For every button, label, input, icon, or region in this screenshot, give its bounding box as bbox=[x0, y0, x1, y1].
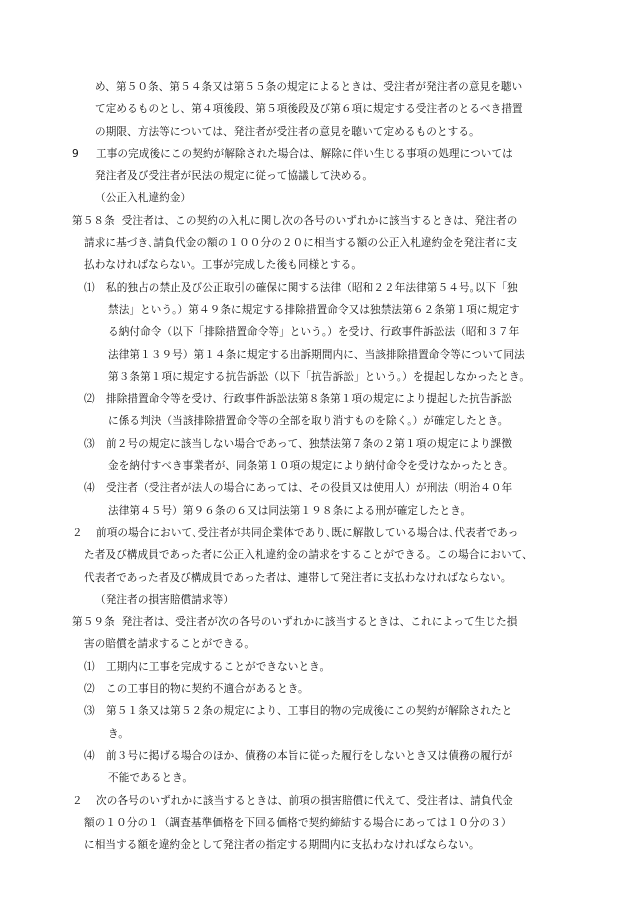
document-body bbox=[0, 76, 630, 856]
text-line: て定めるものとし、第４項後段、第５項後段及び第６項に規定する受注者のとるべき措置 bbox=[95, 103, 523, 116]
list-item bbox=[0, 656, 630, 678]
list-item bbox=[0, 433, 630, 455]
item-number: ⑴ bbox=[84, 281, 95, 294]
item-number: ⑶ bbox=[84, 705, 95, 718]
text-line: に相当する額を違約金として発注者の指定する期間内に支払わなければならない。 bbox=[84, 839, 480, 852]
text-line: 第５１条又は第５２条の規定により、工事目的物の完成後にこの契約が解除されたと bbox=[106, 705, 513, 718]
text-line: 法律第４５号）第９６条の６又は同法第１９８条による刑が確定したとき。 bbox=[108, 504, 472, 517]
text-line: る納付命令（以下「排除措置命令等」という。）を受け、行政事件訴訟法（昭和３７年 bbox=[108, 326, 520, 339]
item-number: ⑵ bbox=[84, 683, 95, 696]
paragraph-9 bbox=[0, 143, 630, 165]
list-item bbox=[0, 277, 630, 299]
article-58-caption: （公正入札違約金） bbox=[95, 192, 192, 205]
item-number: ⑶ bbox=[84, 437, 95, 450]
text-line: この工事目的物に契約不適合があるとき。 bbox=[106, 683, 309, 696]
text-line: 排除措置命令等を受け、行政事件訴訟法第８条第１項の規定により提起した抗告訴訟 bbox=[106, 393, 512, 406]
article-number: 第５９条 bbox=[72, 616, 115, 629]
paragraph-number: ２ bbox=[72, 794, 83, 807]
text-line: 法律第１３９号）第１４条に規定する出訴期間内に、当該排除措置命令等について同法 bbox=[108, 348, 525, 361]
text-line: 不能であるとき。 bbox=[108, 772, 194, 785]
text-line: 額の１０分の１（調査基準価格を下回る価格で契約締結する場合にあっては１０分の３） bbox=[84, 816, 512, 829]
text-line: た者及び構成員であった者に公正入札違約金の請求をすることができる。この場合において、 bbox=[84, 549, 533, 562]
text-line: 発注者は、受注者が次の各号のいずれかに該当するときは、これによって生じた損 bbox=[121, 616, 518, 629]
text-line: 工事の完成後にこの契約が解除された場合は、解除に伴い生じる事項の処理については bbox=[96, 147, 513, 160]
item-number: ⑴ bbox=[84, 660, 95, 673]
item-number: ⑵ bbox=[84, 393, 95, 406]
text-line: に係る判決（当該排除措置命令等の全部を取り消すものを除く。）が確定したとき。 bbox=[108, 415, 509, 428]
text-line: め、第５０条、第５４条又は第５５条の規定によるときは、受注者が発注者の意見を聴い bbox=[95, 81, 523, 93]
text-line: 前項の場合において､受注者が共同企業体であり､既に解散している場合は､代表者であっ bbox=[96, 526, 519, 539]
article-59-caption: （発注者の損害賠償請求等） bbox=[95, 593, 235, 606]
list-item bbox=[0, 745, 630, 767]
text-line: 受注者（受注者が法人の場合にあっては、その役員又は使用人）が刑法（明治４０年 bbox=[106, 482, 513, 495]
text-line: 前３号に掲げる場合のほか、債務の本旨に従った履行をしないとき又は債務の履行が bbox=[106, 749, 513, 762]
text-line: 払わなければならない。工事が完成した後も同様とする。 bbox=[84, 259, 363, 272]
text-line: 発注者及び受注者が民法の規定に従って協議して決める。 bbox=[95, 170, 374, 183]
text-line: 私的独占の禁止及び公正取引の確保に関する法律（昭和２２年法律第５４号｡以下「独 bbox=[106, 281, 518, 294]
article-number: 第５８条 bbox=[72, 214, 115, 227]
text-line: 代表者であった者及び構成員であった者は、連帯して発注者に支払わなければならない。 bbox=[84, 571, 512, 584]
text-line: 受注者は、この契約の入札に関し次の各号のいずれかに該当するときは、発注者の bbox=[121, 214, 518, 227]
item-number: ⑷ bbox=[84, 482, 95, 495]
article-58-heading bbox=[0, 210, 630, 232]
paragraph-number: 9 bbox=[72, 147, 79, 160]
text-line: 第３条第１項に規定する抗告訴訟（以下「抗告訴訟」という。）を提起しなかったとき。 bbox=[108, 370, 531, 383]
article-59-heading bbox=[0, 611, 630, 633]
list-item bbox=[0, 388, 630, 410]
item-number: ⑷ bbox=[84, 749, 95, 762]
paragraph-2 bbox=[0, 522, 630, 544]
list-item bbox=[0, 477, 630, 499]
text-line: き。 bbox=[108, 727, 129, 740]
paragraph-2 bbox=[0, 790, 630, 812]
text-line: 請求に基づき､請負代金の額の１００分の２０に相当する額の公正入札違約金を発注者に支 bbox=[84, 237, 518, 250]
text-line: 前２号の規定に該当しない場合であって、独禁法第７条の２第１項の規定により課徴 bbox=[106, 437, 513, 450]
list-item bbox=[0, 678, 630, 700]
text-line: 金を納付すべき事業者が、同条第１０項の規定により納付命令を受けなかったとき。 bbox=[108, 460, 514, 473]
text-line: 害の賠償を請求することができる。 bbox=[84, 638, 256, 651]
list-item bbox=[0, 700, 630, 722]
text-line: 工期内に工事を完成することができないとき。 bbox=[106, 660, 331, 673]
text-line: 禁法」という。）第４９条に規定する排除措置命令又は独禁法第６２条第１項に規定す bbox=[108, 303, 520, 316]
text-line: 次の各号のいずれかに該当するときは、前項の損害賠償に代えて、受注者は、請負代金 bbox=[96, 794, 513, 807]
text-line: の期限、方法等については、発注者が受注者の意見を聴いて定めるものとする。 bbox=[95, 125, 480, 138]
paragraph-number: ２ bbox=[72, 526, 83, 539]
